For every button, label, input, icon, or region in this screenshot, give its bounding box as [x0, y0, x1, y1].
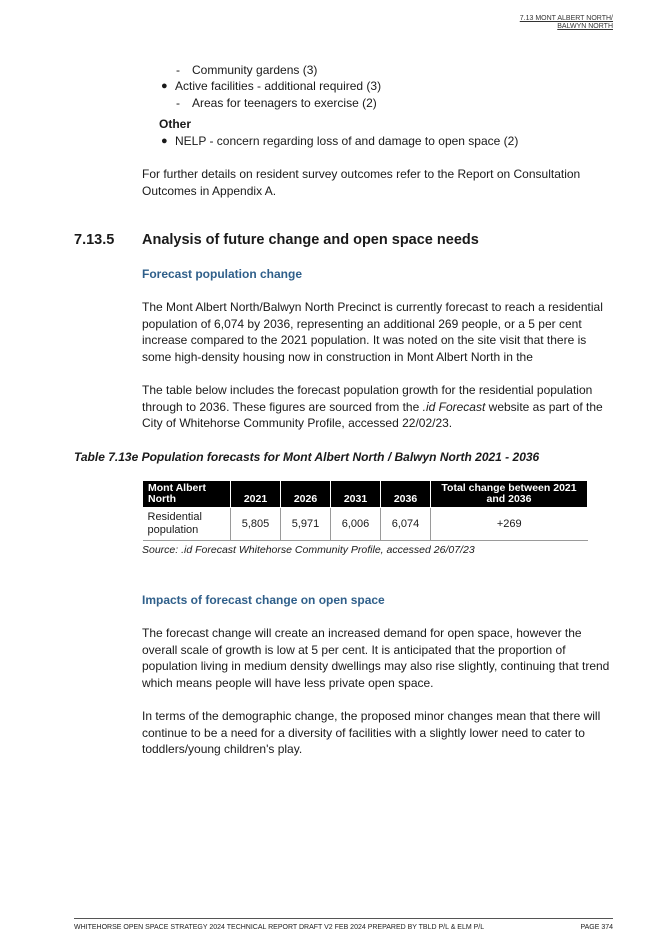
- page-number: PAGE 374: [580, 924, 613, 931]
- section-title: Analysis of future change and open space needs: [142, 232, 479, 248]
- other-heading: Other: [159, 117, 192, 131]
- table-cell: +269: [431, 508, 588, 541]
- list-item-text: NELP - concern regarding loss of and damage to open space (2): [175, 134, 519, 148]
- impacts-paragraph-2: In terms of the demographic change, the proposed minor changes mean that there will continue to be a need for a diversity of facilities with a slightly lower need to cater to toddlers/young children's play.: [142, 709, 601, 756]
- column-header: 2026: [281, 481, 331, 508]
- list-bullet-item: [161, 78, 382, 94]
- table-source-note: Source: .id Forecast Whitehorse Community Profile, accessed 26/07/23: [142, 544, 475, 556]
- forecast-heading: Forecast population change: [142, 267, 303, 281]
- forecast-paragraph-1: The Mont Albert North/Balwyn North Precinct is currently forecast to reach a residential population of 6,074 by 2036, representing an additional 269 people, or a 5 per cent increase compared to the 2021 population. It was noted on the site visit that there is some high-density housing now in construction in Mont Albert North in the: [142, 300, 603, 364]
- table-cell: 6,074: [381, 508, 431, 541]
- table-cell: 6,006: [331, 508, 381, 541]
- list-dash-item: [176, 95, 377, 111]
- population-forecast-table: [142, 480, 588, 541]
- column-header: Mont Albert North: [143, 481, 231, 508]
- list-dash-item: [176, 62, 318, 78]
- emphasis-run: .id Forecast: [422, 399, 486, 414]
- bullet-marker: ●: [161, 80, 168, 92]
- table-cell: 5,971: [281, 508, 331, 541]
- section-number: 7.13.5: [74, 232, 115, 248]
- table-row: [143, 508, 588, 541]
- footer-left-text: WHITEHORSE OPEN SPACE STRATEGY 2024 TECHNICAL REPORT DRAFT V2 FEB 2024 PREPARED BY TBLD P/L & ELM P/L: [74, 924, 485, 931]
- dash-marker: -: [176, 96, 180, 110]
- further-details-paragraph: For further details on resident survey outcomes refer to the Report on Consultation Outcomes in Appendix A.: [142, 167, 581, 198]
- table-cell: 5,805: [231, 508, 281, 541]
- text-run: The table below includes the forecast population growth for the residential population through to 2036. These figures are sourced from the: [142, 383, 593, 414]
- column-header: 2031: [331, 481, 381, 508]
- page-footer: [74, 918, 613, 931]
- running-header-line1: 7.13 MONT ALBERT NORTH/: [519, 15, 613, 22]
- column-header: Total change between 2021 and 2036: [431, 481, 588, 508]
- forecast-paragraph-2: [142, 382, 612, 432]
- column-header: 2036: [381, 481, 431, 508]
- impacts-heading: Impacts of forecast change on open space: [142, 593, 385, 607]
- running-header: [520, 15, 613, 31]
- column-header: 2021: [231, 481, 281, 508]
- section-heading: [74, 232, 479, 248]
- table-caption: Table 7.13e Population forecasts for Mont Albert North / Balwyn North 2021 - 2036: [74, 450, 540, 464]
- running-header-line2: BALWYN NORTH: [557, 23, 613, 30]
- table-header-row: [143, 481, 588, 508]
- impacts-paragraph-1: The forecast change will create an increased demand for open space, however the overall scale of growth is low at 5 per cent. It is anticipated that the proportion of population living in medium density dwellings may also rise slightly, continuing that trend which means people will have less private open space.: [142, 626, 610, 690]
- list-item-text: Active facilities - additional required (3): [175, 79, 382, 93]
- table-cell: Residential population: [143, 508, 231, 541]
- list-item-text: Areas for teenagers to exercise (2): [192, 96, 377, 110]
- list-bullet-item: [161, 133, 519, 149]
- text-run: website as part of the City of Whitehorse Community Profile, accessed 22/02/23.: [142, 399, 603, 430]
- list-item-text: Community gardens (3): [192, 63, 318, 77]
- dash-marker: -: [176, 63, 180, 77]
- bullet-marker: ●: [161, 135, 168, 147]
